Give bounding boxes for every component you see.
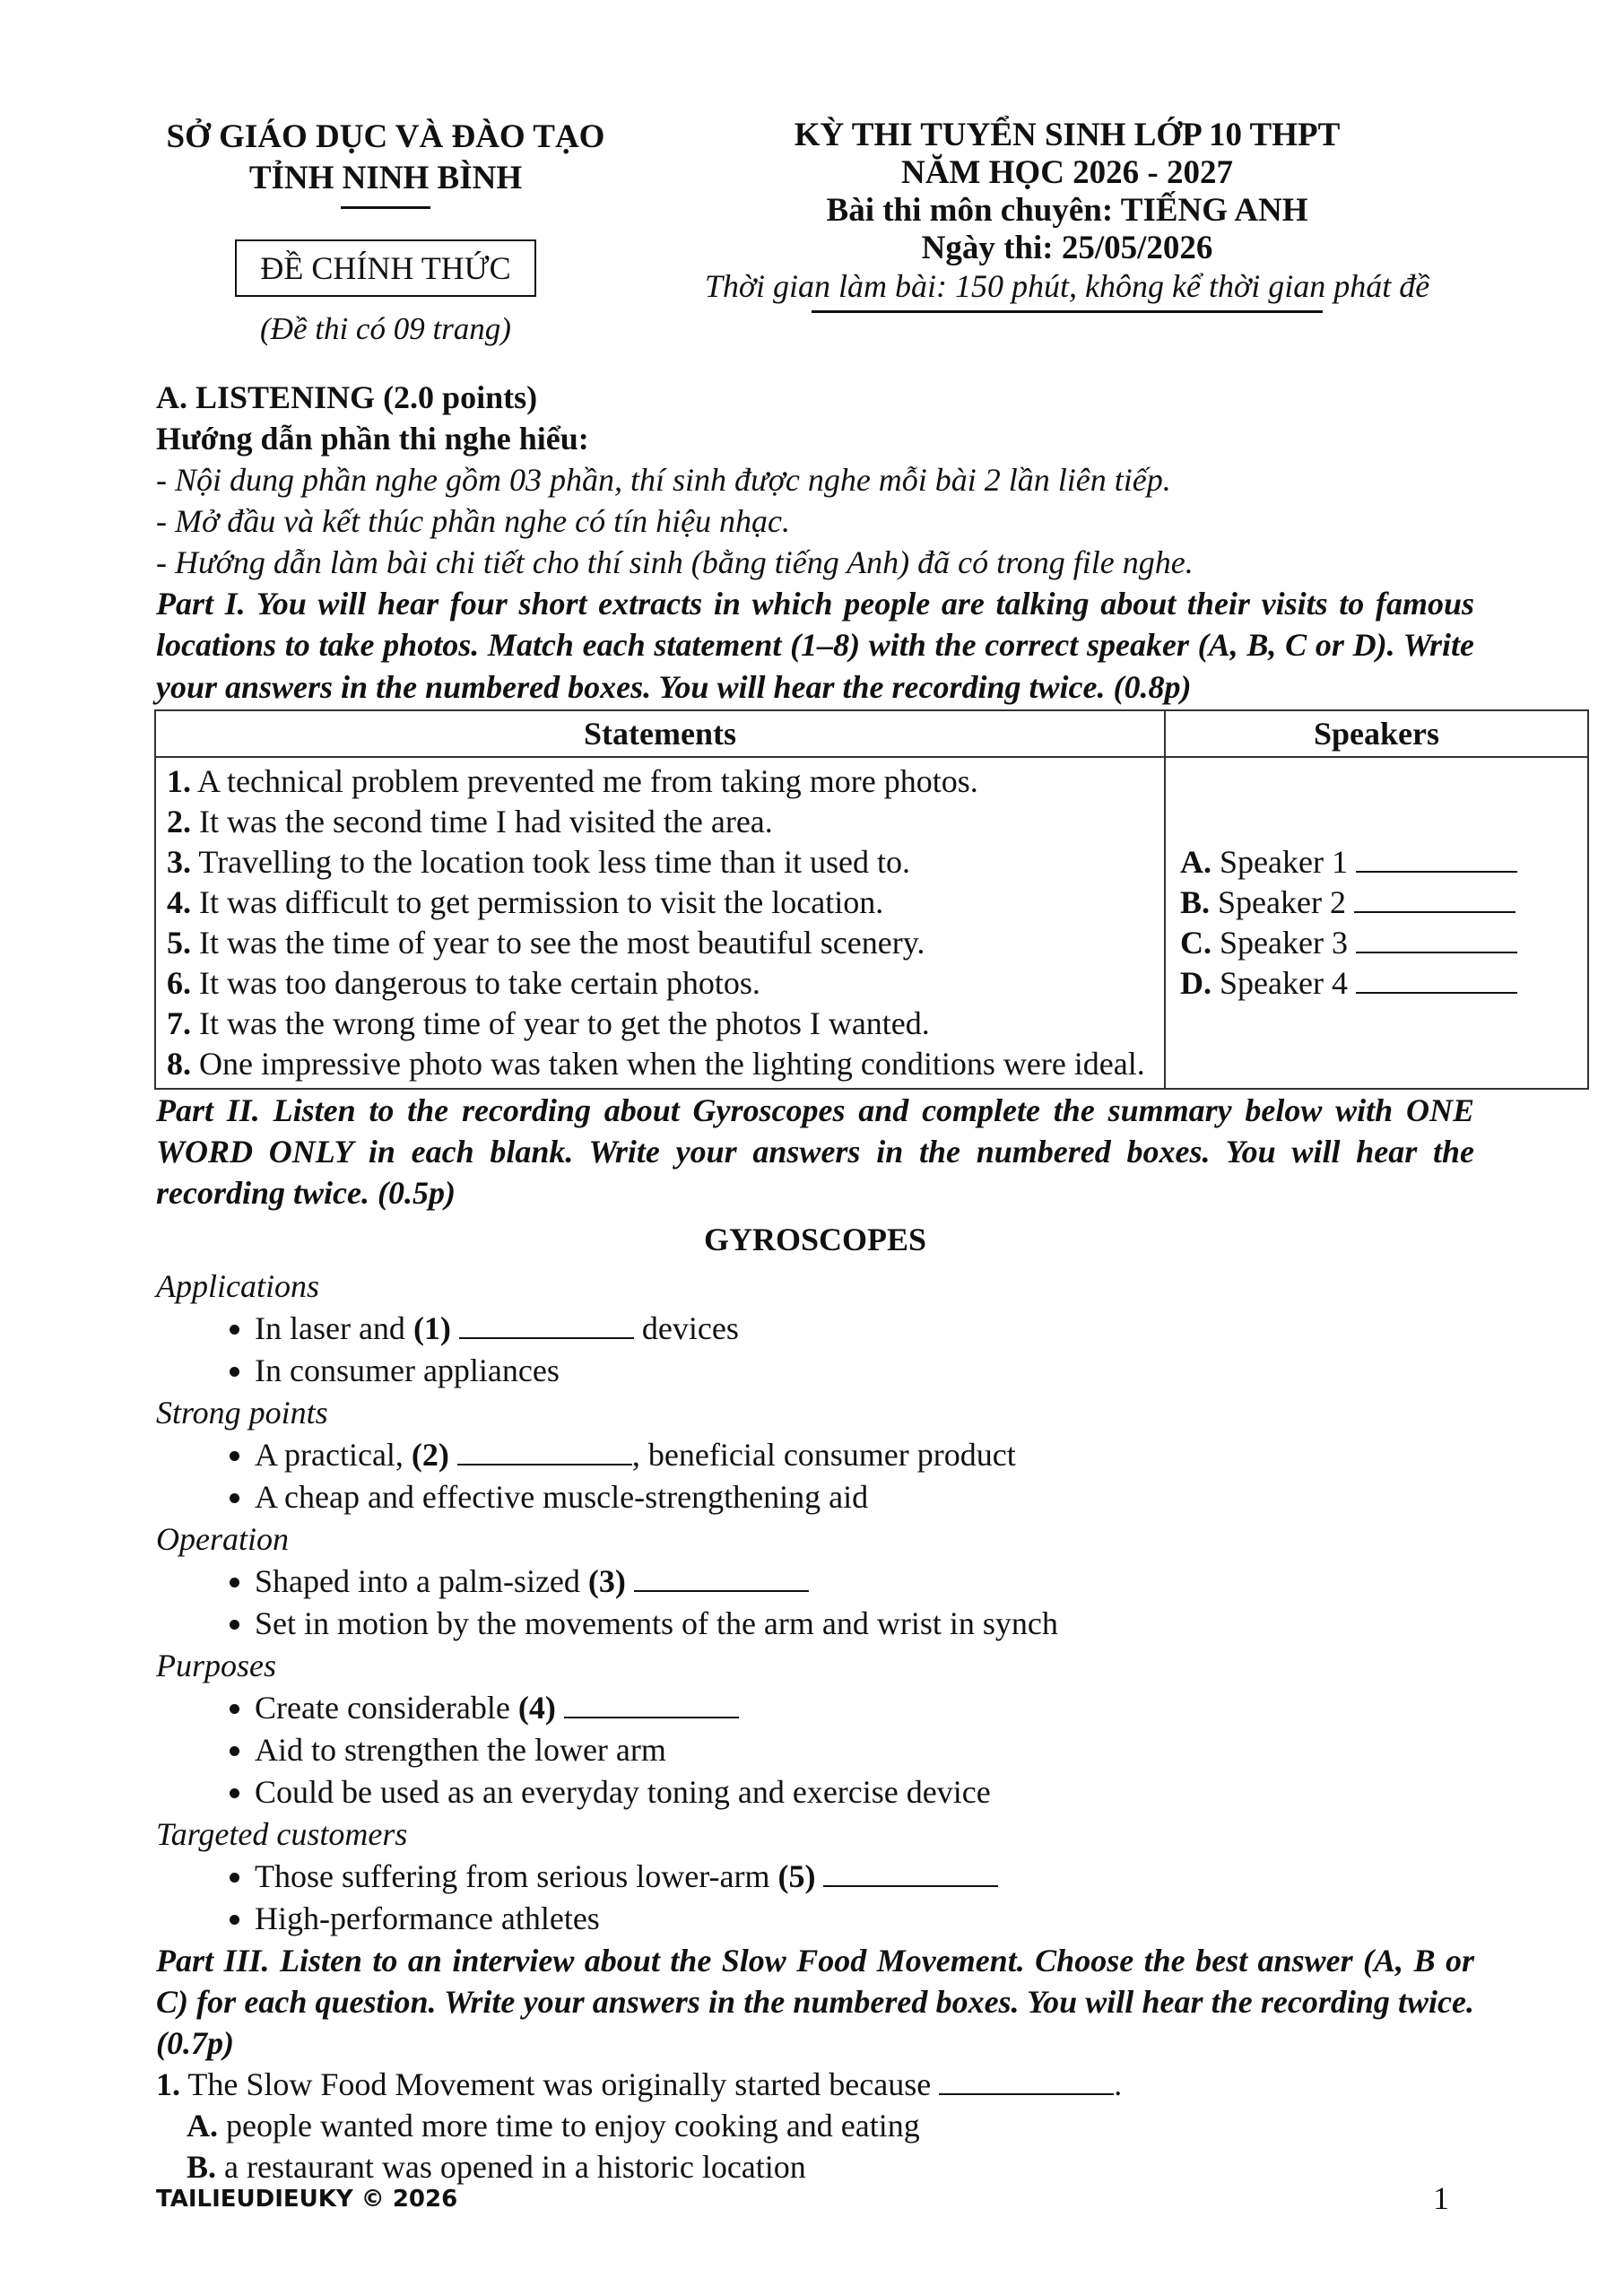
speakers-header: Speakers	[1165, 710, 1588, 757]
speakers-cell	[1165, 757, 1588, 1089]
header-divider-right	[812, 310, 1323, 313]
pages-note: (Đề thi có 09 trang)	[260, 311, 511, 346]
statement: 6. It was too dangerous to take certain photos.	[167, 964, 760, 1001]
statement: 5. It was the time of year to see the most beautiful scenery.	[167, 924, 925, 961]
list-item: • A cheap and effective muscle-strengthening aid	[255, 1476, 1474, 1518]
statements-table	[154, 709, 1589, 1090]
speaker-option: A. Speaker 1	[1180, 842, 1573, 883]
department-name: SỞ GIÁO DỤC VÀ ĐÀO TẠO	[166, 118, 605, 155]
speaker-option: B. Speaker 2	[1180, 883, 1573, 923]
gap-blank[interactable]	[823, 1860, 998, 1887]
part1-instruction: Part I. You will hear four short extracts in which people are talking about their visits to famous locations to take photos. Match each statement (1–8) with the correct speaker (A, B, C or D). Write your answers in the numbered boxes. You will hear the recording twice. (0.8p)	[156, 586, 1474, 705]
answer-blank[interactable]	[1354, 886, 1515, 913]
statement: 8. One impressive photo was taken when the lighting conditions were ideal.	[167, 1045, 1145, 1082]
bullet-list	[156, 1308, 1474, 1392]
category-label: Applications	[156, 1268, 319, 1305]
page-number: 1	[1433, 2180, 1449, 2216]
gap-blank[interactable]	[634, 1565, 809, 1592]
statement: 4. It was difficult to get permission to visit the location.	[167, 883, 884, 920]
list-item: • Set in motion by the movements of the arm and wrist in synch	[255, 1603, 1474, 1645]
list-item: • Could be used as an everyday toning and exercise device	[255, 1771, 1474, 1813]
guide-title: Hướng dẫn phần thi nghe hiểu:	[156, 421, 589, 457]
answer-option[interactable]: B. a restaurant was opened in a historic location	[187, 2149, 806, 2186]
guide-line: - Hướng dẫn làm bài chi tiết cho thí sinh (bằng tiếng Anh) đã có trong file nghe.	[156, 544, 1194, 581]
category-label: Operation	[156, 1521, 289, 1558]
answer-blank[interactable]	[1356, 967, 1517, 994]
question: 1. The Slow Food Movement was originally started because .	[156, 2066, 1123, 2103]
gap-blank[interactable]	[564, 1692, 739, 1718]
statement: 1. A technical problem prevented me from taking more photos.	[167, 762, 978, 799]
category-label: Strong points	[156, 1395, 328, 1431]
answer-blank[interactable]	[1356, 926, 1517, 953]
gap-blank[interactable]	[459, 1312, 634, 1339]
exam-title: KỲ THI TUYỂN SINH LỚP 10 THPT	[794, 117, 1341, 153]
statement: 3. Travelling to the location took less time than it used to.	[167, 843, 910, 880]
exam-content	[156, 377, 1474, 2187]
speaker-option: D. Speaker 4	[1180, 963, 1573, 1004]
list-item: • In laser and (1) devices	[255, 1308, 1474, 1350]
statement: 7. It was the wrong time of year to get the photos I wanted.	[167, 1004, 930, 1041]
gap-blank[interactable]	[457, 1439, 632, 1465]
part3-instruction: Part III. Listen to an interview about the Slow Food Movement. Choose the best answer (A, B or C) for each question. Write your answers in the numbered boxes. You will hear the recording twice. (0.7p)	[156, 1943, 1474, 2062]
header-left	[152, 117, 619, 350]
exam-duration: Thời gian làm bài: 150 phút, không kể thời gian phát đề	[704, 268, 1430, 304]
category-label: Targeted customers	[156, 1816, 408, 1853]
exam-date: Ngày thi: 25/05/2026	[921, 230, 1213, 266]
gap-blank[interactable]	[939, 2068, 1114, 2095]
list-item: • Shaped into a palm-sized (3)	[255, 1561, 1474, 1603]
official-exam-box: ĐỀ CHÍNH THỨC	[235, 239, 535, 297]
exam-subject: Bài thi môn chuyên: TIẾNG ANH	[826, 192, 1308, 229]
answer-blank[interactable]	[1356, 846, 1517, 873]
speaker-option: C. Speaker 3	[1180, 923, 1573, 963]
school-year: NĂM HỌC 2026 - 2027	[901, 154, 1233, 191]
list-item: • Create considerable (4)	[255, 1687, 1474, 1729]
bullet-list	[156, 1434, 1474, 1518]
list-item: • Those suffering from serious lower-arm (5)	[255, 1856, 1474, 1898]
header-right	[664, 117, 1471, 313]
header-divider	[341, 206, 430, 209]
summary-title: GYROSCOPES	[703, 1221, 927, 1257]
category-label: Purposes	[156, 1648, 276, 1684]
list-item: • In consumer appliances	[255, 1350, 1474, 1392]
list-item: • A practical, (2) , beneficial consumer product	[255, 1434, 1474, 1476]
bullet-list	[156, 1687, 1474, 1813]
footer-brand: TAILIEUDIEUKY © 2026	[156, 2186, 458, 2213]
answer-option[interactable]: A. people wanted more time to enjoy cooking and eating	[187, 2108, 920, 2144]
guide-line: - Mở đầu và kết thúc phần nghe có tín hiệu nhạc.	[156, 503, 791, 540]
statements-header: Statements	[155, 710, 1165, 757]
statement: 2. It was the second time I had visited the area.	[167, 803, 773, 839]
bullet-list	[156, 1856, 1474, 1940]
part2-instruction: Part II. Listen to the recording about Gyroscopes and complete the summary below with ONE WORD ONLY in each blank. Write your answers in the numbered boxes. You will hear the recording twice. (0.5p)	[156, 1091, 1474, 1211]
section-title: A. LISTENING (2.0 points)	[156, 379, 538, 415]
guide-line: - Nội dung phần nghe gồm 03 phần, thí sinh được nghe mỗi bài 2 lần liên tiếp.	[156, 462, 1171, 499]
bullet-list	[156, 1561, 1474, 1645]
province-name: TỈNH NINH BÌNH	[248, 160, 523, 196]
list-item: • Aid to strengthen the lower arm	[255, 1729, 1474, 1771]
list-item: • High-performance athletes	[255, 1898, 1474, 1940]
statements-cell	[155, 757, 1165, 1089]
